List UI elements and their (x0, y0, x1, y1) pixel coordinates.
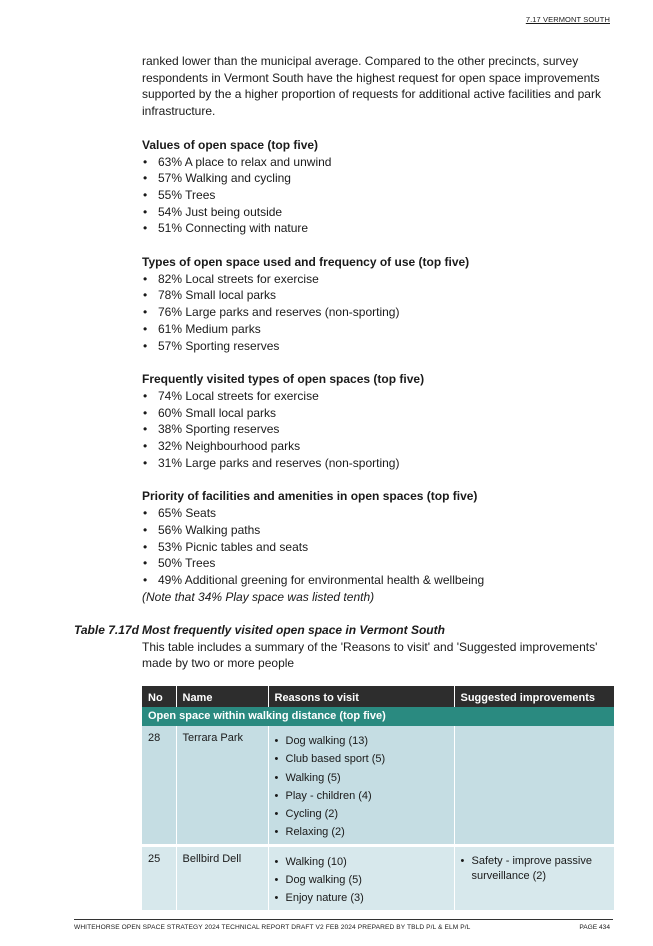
cell-name: Bellbird Dell (176, 845, 268, 909)
footer-text: WHITEHORSE OPEN SPACE STRATEGY 2024 TECHNICAL REPORT DRAFT V2 FEB 2024 PREPARED BY TBLD P/L & ELM P/L (74, 924, 471, 931)
table-group-row (142, 707, 614, 726)
list-item: • Walking (10) (275, 853, 448, 871)
cell-improvements (454, 845, 614, 909)
column-header: Name (176, 686, 268, 707)
list-item: • 38% Sporting reserves (142, 421, 612, 438)
list-item: • 56% Walking paths (142, 522, 612, 539)
cell-improvements (454, 726, 614, 845)
list-item: • Dog walking (13) (275, 732, 448, 750)
table-row (142, 845, 614, 909)
bullet-list (142, 505, 612, 589)
footer-divider (74, 919, 613, 920)
section-values (142, 137, 612, 237)
list-item: • 32% Neighbourhood parks (142, 438, 612, 455)
cell-number: 28 (142, 726, 176, 845)
section-priority-facilities (142, 488, 612, 605)
section-frequently-visited (142, 371, 612, 471)
list-item: • 49% Additional greening for environmental health & wellbeing (142, 572, 612, 589)
column-header: Reasons to visit (268, 686, 454, 707)
list-item: • Enjoy nature (3) (275, 889, 448, 907)
section-types-used (142, 254, 612, 354)
table-title: Most frequently visited open space in Vermont South (142, 623, 445, 637)
list-item: • 78% Small local parks (142, 287, 612, 304)
list-item: • 76% Large parks and reserves (non-sporting) (142, 304, 612, 321)
section-heading: Values of open space (top five) (142, 137, 319, 152)
table-number: Table 7.17d (74, 623, 139, 637)
list-item: • 74% Local streets for exercise (142, 388, 612, 405)
page-content (142, 53, 612, 622)
list-item: • 57% Sporting reserves (142, 338, 612, 355)
column-header: No (142, 686, 176, 707)
list-item: • 51% Connecting with nature (142, 220, 612, 237)
page-number: PAGE 434 (579, 924, 610, 931)
cell-reasons (268, 726, 454, 845)
section-heading: Priority of facilities and amenities in open spaces (top five) (142, 489, 478, 504)
list-item: • 31% Large parks and reserves (non-sporting) (142, 455, 612, 472)
cell-number: 25 (142, 845, 176, 909)
section-heading: Frequently visited types of open spaces (top five) (142, 372, 425, 387)
list-item: • 60% Small local parks (142, 405, 612, 422)
bullet-list (142, 154, 612, 238)
list-item: • 63% A place to relax and unwind (142, 154, 612, 171)
table-description: This table includes a summary of the 'Reasons to visit' and 'Suggested improvements' made by two or more people (142, 639, 598, 671)
list-item: • 65% Seats (142, 505, 612, 522)
list-item: • 50% Trees (142, 555, 612, 572)
column-header: Suggested improvements (454, 686, 614, 707)
table-row (142, 726, 614, 845)
list-item: • 55% Trees (142, 187, 612, 204)
list-item: • Walking (5) (275, 769, 448, 787)
table-header-row (142, 686, 614, 707)
bullet-list (142, 271, 612, 355)
list-item: • 53% Picnic tables and seats (142, 539, 612, 556)
list-item: • Relaxing (2) (275, 823, 448, 841)
table-caption (74, 622, 614, 672)
list-item: • Safety - improve passive surveillance (2) (461, 853, 609, 884)
list-item: • 54% Just being outside (142, 204, 612, 221)
list-item: • Play - children (4) (275, 787, 448, 805)
section-tag: 7.17 VERMONT SOUTH (525, 15, 610, 24)
open-space-table (142, 686, 614, 910)
list-item: • 57% Walking and cycling (142, 170, 612, 187)
group-label: Open space within walking distance (top five) (142, 707, 614, 726)
list-item: • 82% Local streets for exercise (142, 271, 612, 288)
list-item: • Club based sport (5) (275, 750, 448, 768)
list-item: • Dog walking (5) (275, 871, 448, 889)
cell-reasons (268, 845, 454, 909)
section-note: (Note that 34% Play space was listed tenth) (142, 589, 375, 604)
list-item: • 61% Medium parks (142, 321, 612, 338)
list-item: • Cycling (2) (275, 805, 448, 823)
section-heading: Types of open space used and frequency of use (top five) (142, 255, 470, 270)
cell-name: Terrara Park (176, 726, 268, 845)
intro-paragraph: ranked lower than the municipal average. Compared to the other precincts, survey respondents in Vermont South have the highest request for open space improvements supported by the a higher proportion of requests for additional active facilities and park infrastructure. (142, 54, 601, 119)
bullet-list (142, 388, 612, 472)
